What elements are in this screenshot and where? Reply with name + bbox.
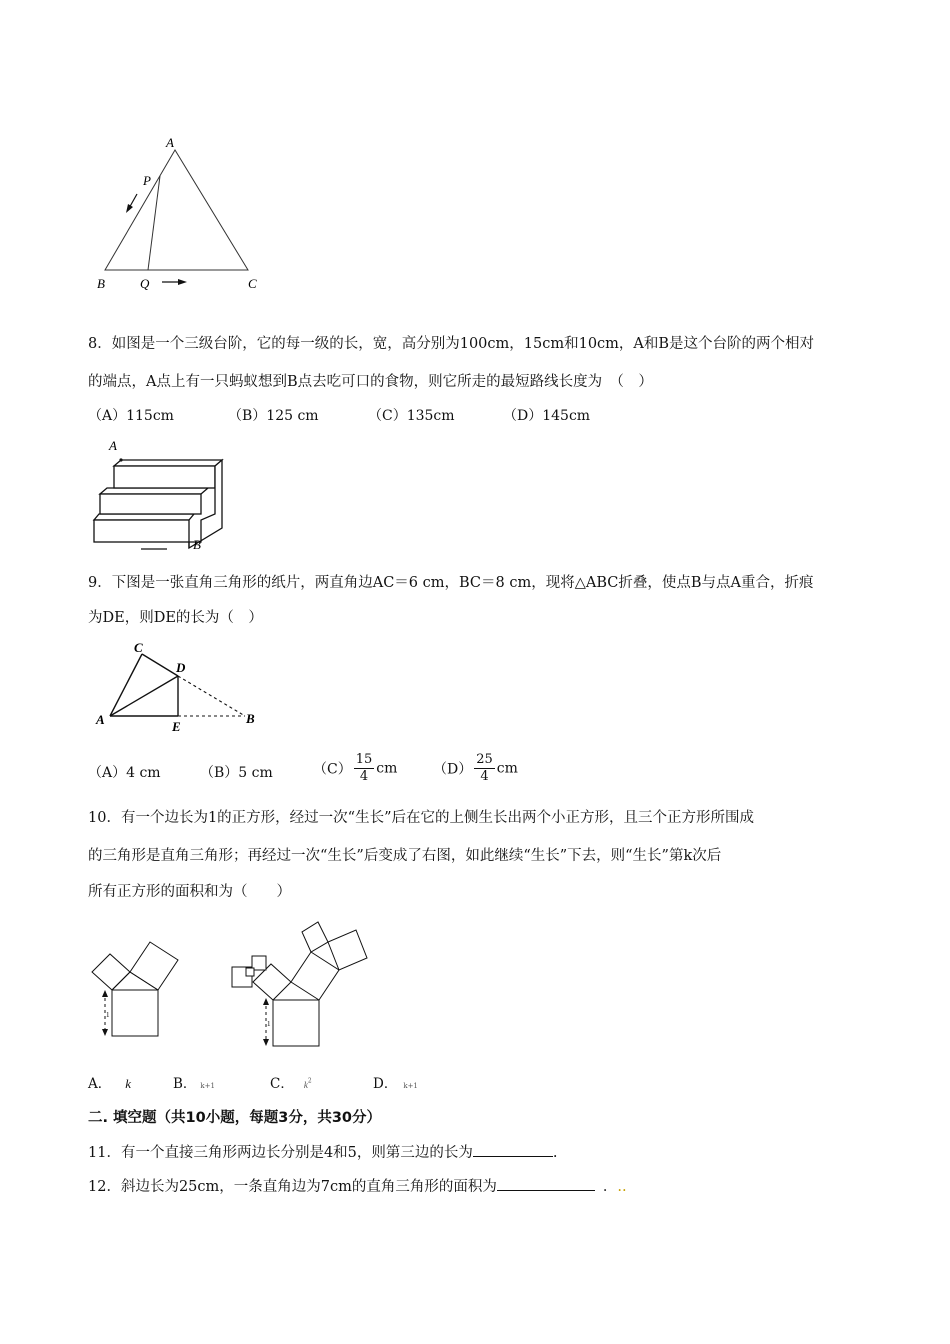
q11-answer-blank[interactable] — [473, 1142, 553, 1157]
q9-option-c — [313, 752, 397, 785]
q8-line1: 8．如图是一个三级台阶，它的每一级的长，宽，高分别为100cm，15cm和10cm，A和B是这个台阶的两个相对 — [88, 336, 815, 352]
q10-line3: 所有正方形的面积和为（ ） — [88, 884, 291, 900]
q12 — [88, 1176, 627, 1197]
q12-dots: .. — [617, 1179, 627, 1195]
fold-label-d: D — [176, 660, 186, 675]
figure-folded-triangle — [90, 640, 270, 735]
q11-text: 11．有一个直接三角形两边长分别是4和5，则第三边的长为 — [88, 1145, 473, 1161]
q9-option-d-fraction — [474, 752, 495, 785]
q8-option-a: （A）115cm — [88, 408, 174, 424]
figure-staircase — [85, 436, 235, 554]
q8-option-b: （B）125 cm — [228, 408, 319, 424]
stair-label-a: A — [109, 438, 117, 453]
q12-end: ． — [602, 1179, 618, 1195]
q10-line1: 10．有一个边长为1的正方形，经过一次“生长”后在它的上侧生长出两个小正方形，且三个正方形所围成 — [88, 810, 754, 826]
q10-option-d-prefix: D． — [373, 1076, 398, 1092]
label-q: Q — [140, 276, 150, 291]
stair-label-b: B — [193, 537, 201, 552]
q11-end: . — [552, 1145, 558, 1161]
fold-label-a: A — [96, 712, 105, 727]
figure-growth-2 — [228, 912, 378, 1052]
q10-option-a — [88, 1072, 131, 1092]
q9-option-d-unit: cm — [496, 760, 518, 777]
q9-option-d-prefix: （D） — [433, 761, 473, 778]
section2-title: 二. 填空题（共10小题，每题3分，共30分） — [88, 1110, 382, 1126]
q9-line2: 为DE，则DE的长为（ ） — [88, 610, 263, 626]
label-a: A — [166, 135, 174, 150]
q12-answer-blank[interactable] — [497, 1176, 595, 1191]
label-b: B — [97, 276, 105, 291]
fold-label-c: C — [134, 640, 143, 655]
label-p: P — [143, 173, 151, 188]
q10-option-b — [173, 1072, 215, 1092]
label-c: C — [248, 276, 257, 291]
q11 — [88, 1142, 558, 1163]
q9-option-b: （B）5 cm — [200, 765, 273, 781]
figure-growth-1 — [90, 930, 200, 1042]
q9-line1: 9．下图是一张直角三角形的纸片，两直角边AC＝6 cm，BC＝8 cm，现将△ABC折叠，使点B与点A重合，折痕 — [88, 575, 814, 591]
q9-option-c-num: 15 — [355, 752, 373, 767]
q9-option-d — [433, 752, 518, 785]
q9-option-a: （A）4 cm — [88, 765, 161, 781]
q10-option-c-exp: 2 — [307, 1077, 312, 1085]
q8-option-d: （D）145cm — [503, 408, 591, 424]
q9-option-d-den: 4 — [480, 769, 489, 784]
q10-option-c-base: k — [303, 1080, 308, 1090]
q10-option-a-value: k — [125, 1076, 132, 1091]
q10-option-a-prefix: A． — [88, 1076, 112, 1092]
fold-label-b: B — [246, 711, 255, 726]
q9-option-d-num: 25 — [476, 752, 493, 767]
q10-option-b-value: k+1 — [200, 1082, 215, 1090]
q10-option-b-prefix: B． — [173, 1076, 197, 1092]
q10-option-d — [373, 1072, 418, 1092]
q10-line2: 的三角形是直角三角形；再经过一次“生长”后变成了右图，如此继续“生长”下去，则“生长”第k次后 — [88, 848, 722, 864]
growth2-label-one: 1 — [267, 1020, 271, 1028]
q9-option-c-prefix: （C） — [313, 761, 352, 778]
q8-line2: 的端点，A点上有一只蚂蚁想到B点去吃可口的食物，则它所走的最短路线长度为 （ ） — [88, 374, 653, 390]
q9-option-c-unit: cm — [376, 760, 398, 777]
fold-label-e: E — [172, 719, 181, 734]
q10-option-c-prefix: C． — [270, 1076, 294, 1092]
q9-option-c-den: 4 — [359, 769, 369, 784]
q9-option-c-fraction — [354, 752, 375, 785]
figure-triangle-pq — [90, 130, 280, 300]
q10-option-c — [270, 1072, 312, 1092]
q12-text: 12．斜边长为25cm，一条直角边为7cm的直角三角形的面积为 — [88, 1179, 497, 1195]
q8-option-c: （C）135cm — [368, 408, 455, 424]
growth1-label-one: 1 — [106, 1011, 110, 1019]
q10-option-d-value: k+1 — [403, 1082, 418, 1090]
